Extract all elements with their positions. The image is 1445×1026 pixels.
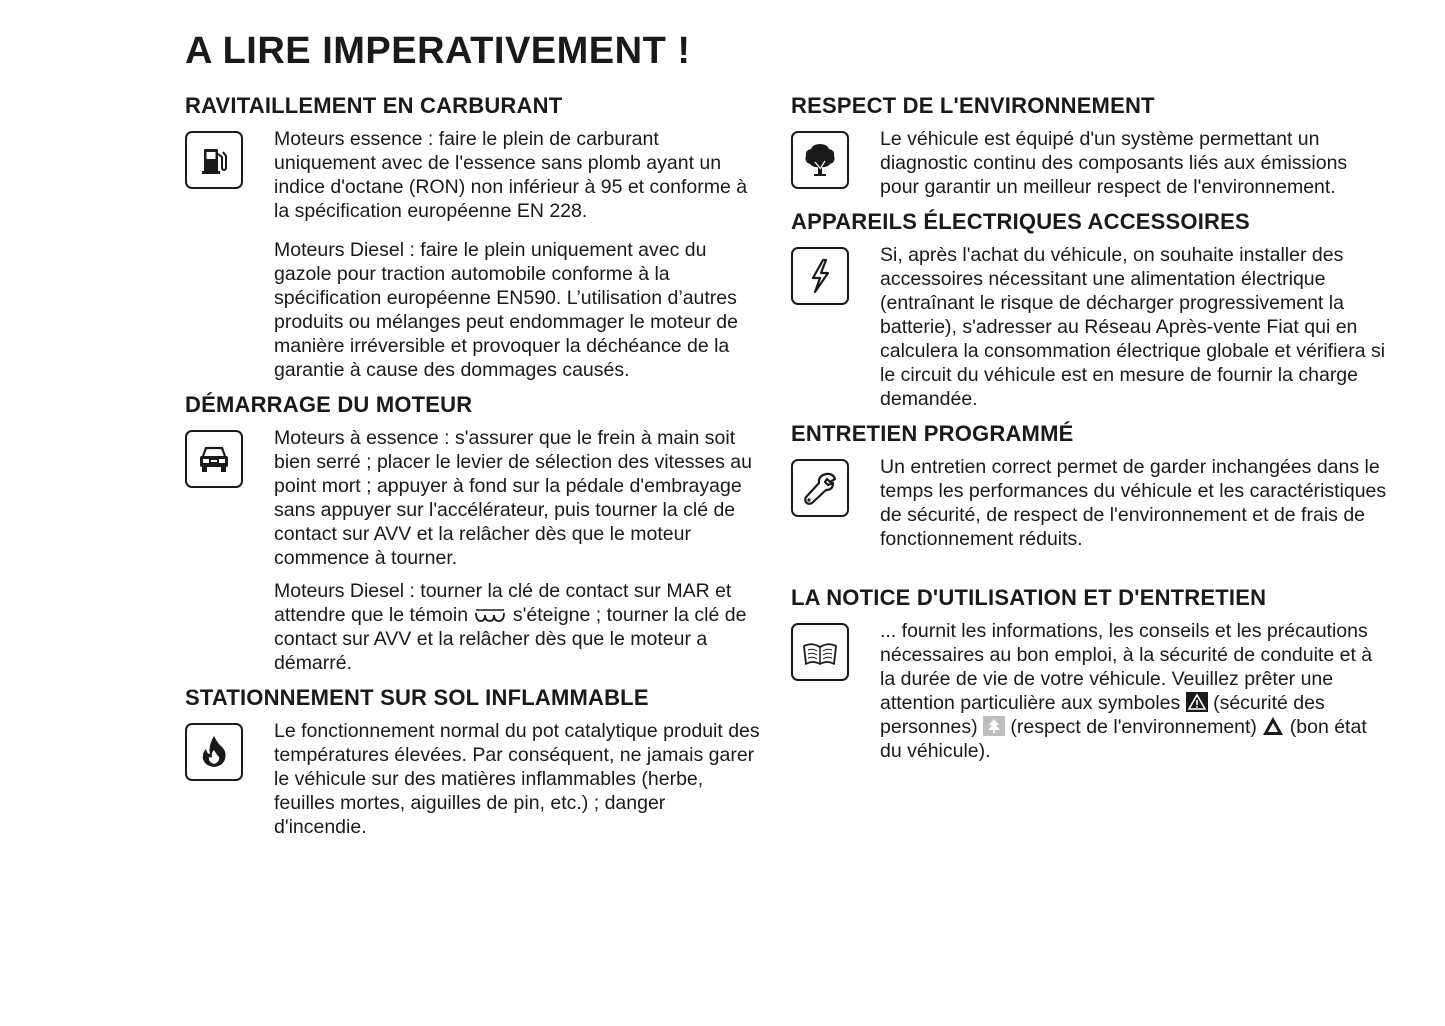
page-title: A LIRE IMPERATIVEMENT ! [185,30,691,72]
section-electrical [791,208,1391,411]
section-heading: RESPECT DE L'ENVIRONNEMENT [791,93,1155,118]
text-fragment: (bon état du véhicule). [880,716,1367,762]
text-fragment: (respect de l'environnement) [1010,716,1257,738]
tree-icon [791,131,849,189]
section-fuel [185,92,760,382]
warning-vehicle-icon [1262,716,1284,736]
flame-icon [185,723,243,781]
section-heading: ENTRETIEN PROGRAMMÉ [791,421,1074,446]
section-heading: RAVITAILLEMENT EN CARBURANT [185,93,563,118]
section-parking [185,684,760,839]
wrench-icon [791,459,849,517]
right-column [791,92,1391,772]
text-fragment: Moteurs Diesel : tourner la clé de contact sur MAR et attendre que le témoin [274,580,732,626]
lightning-icon [791,247,849,305]
section-environment [791,92,1391,199]
section-heading: APPAREILS ÉLECTRIQUES ACCESSOIRES [791,209,1250,234]
environment-symbol-icon [983,716,1005,736]
section-maintenance [791,420,1391,584]
section-manual [791,584,1391,763]
paragraph: Si, après l'achat du véhicule, on souhaite installer des accessoires nécessitant une alimentation électrique (entraînant le risque de décharger progressivement la batterie), s'adresser au Réseau Après-vente Fiat qui en calculera la consommation électrique globale et vérifiera si le circuit du véhicule est en mesure de fournir la charge demandée. [880,244,1386,410]
book-icon [791,623,849,681]
section-heading: DÉMARRAGE DU MOTEUR [185,392,473,417]
paragraph [274,579,760,675]
paragraph: Le fonctionnement normal du pot catalytique produit des températures élevées. Par conséquent, ne jamais garer le véhicule sur des matières inflammables (herbe, feuilles mortes, aiguilles de pin, etc.) ; danger d'incendie. [274,720,760,838]
warning-person-icon [1186,692,1208,712]
glow-plug-icon [473,608,507,624]
text-fragment: ... fournit les informations, les conseils et les précautions nécessaires au bon emploi, à la sécurité de conduite et à la durée de vie de votre véhicule. Veuillez prêter une attention particulière aux symboles [880,620,1373,714]
text-fragment: (sécurité des personnes) [880,692,1325,738]
section-engine-start [185,391,760,675]
paragraph [880,619,1391,763]
section-heading: LA NOTICE D'UTILISATION ET D'ENTRETIEN [791,585,1267,610]
car-icon [185,430,243,488]
text-fragment: s'éteigne ; tourner la clé de contact sur AVV et la relâcher dès que le moteur a démarré. [274,604,747,674]
paragraph: Le véhicule est équipé d'un système permettant un diagnostic continu des composants liés aux émissions pour garantir un meilleur respect de l'environnement. [880,128,1348,198]
paragraph: Un entretien correct permet de garder inchangées dans le temps les performances du véhicule et les caractéristiques de sécurité, de respect de l'environnement et de frais de fonctionnement réduits. [880,456,1387,550]
left-column [185,92,760,848]
paragraph: Moteurs essence : faire le plein de carburant uniquement avec de l'essence sans plomb ayant un indice d'octane (RON) non inférieur à 95 et conforme à la spécification européenne EN 228. [274,128,748,222]
section-heading: STATIONNEMENT SUR SOL INFLAMMABLE [185,685,649,710]
paragraph: Moteurs Diesel : faire le plein uniquement avec du gazole pour traction automobile conforme à la spécification européenne EN590. L’utilisation d’autres produits ou mélanges peut endommager le moteur de manière irréversible et provoquer la déchéance de la garantie à cause des dommages causés. [274,239,738,381]
paragraph: Moteurs à essence : s'assurer que le frein à main soit bien serré ; placer le levier de sélection des vitesses au point mort ; appuyer à fond sur la pédale d'embrayage sans appuyer sur l'accélérateur, puis tourner la clé de contact sur AVV et la relâcher dès que le moteur commence à tourner. [274,427,752,569]
fuel-pump-icon [185,131,243,189]
